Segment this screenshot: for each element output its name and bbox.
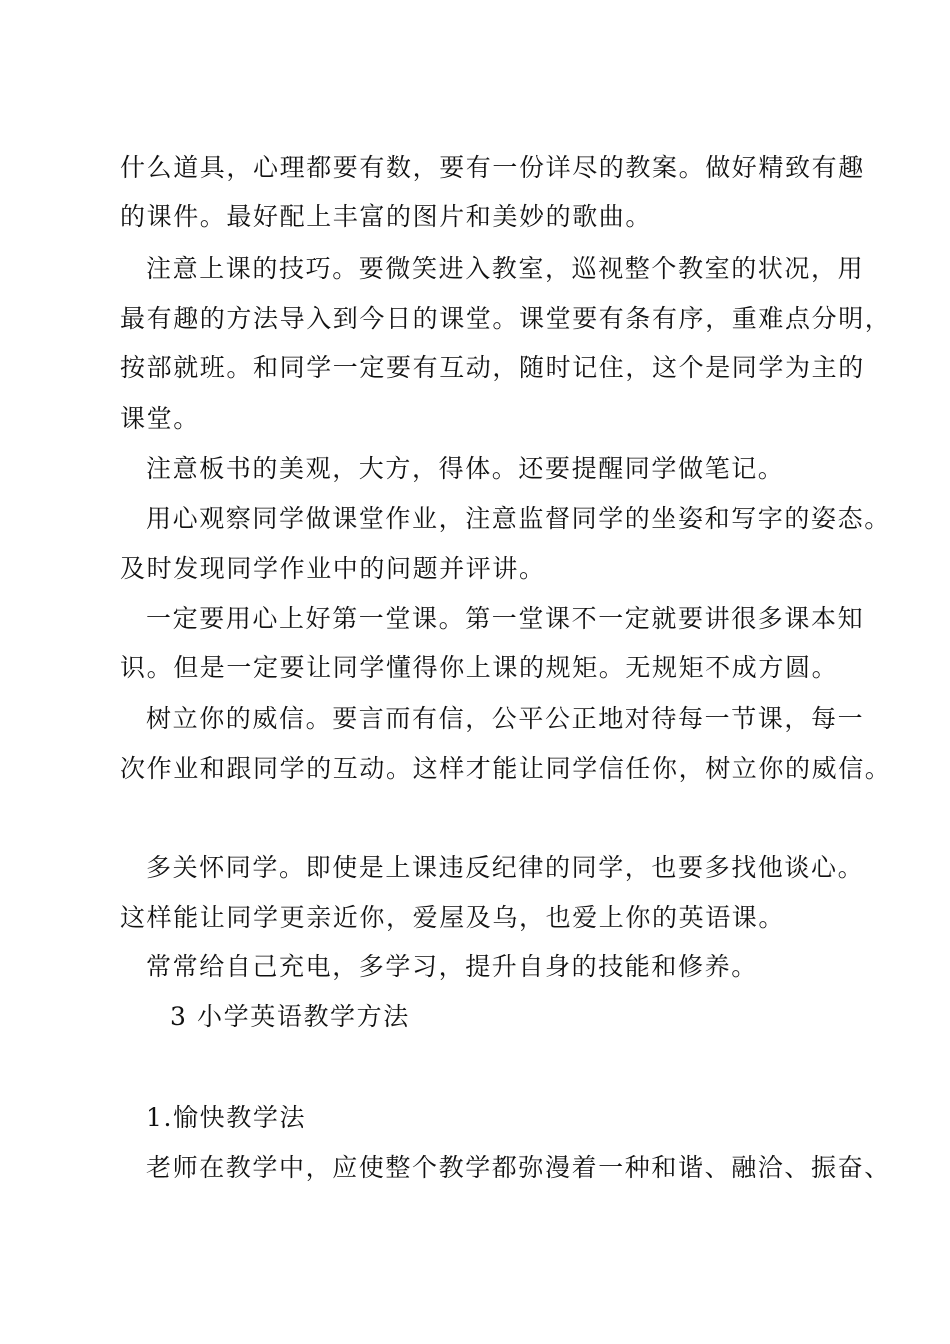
text-line: 树立你的威信。要言而有信，公平公正地对待每一节课，每一	[146, 704, 865, 733]
text-line: 次作业和跟同学的互动。这样才能让同学信任你，树立你的威信。	[120, 754, 892, 783]
text-line: 最有趣的方法导入到今日的课堂。课堂要有条有序，重难点分明，	[120, 304, 892, 333]
text-line: 多关怀同学。即使是上课违反纪律的同学，也要多找他谈心。	[146, 853, 865, 882]
text-line: 注意上课的技巧。要微笑进入教室，巡视整个教室的状况，用	[146, 254, 865, 283]
text-line: 什么道具，心理都要有数，要有一份详尽的教案。做好精致有趣	[120, 153, 865, 182]
text-line: 按部就班。和同学一定要有互动，随时记住，这个是同学为主的	[120, 353, 865, 382]
subsection-heading: 1.愉快教学法	[146, 1103, 307, 1132]
text-line: 的课件。最好配上丰富的图片和美妙的歌曲。	[120, 202, 653, 231]
text-line: 及时发现同学作业中的问题并评讲。	[120, 554, 546, 583]
text-line: 课堂。	[120, 404, 200, 433]
text-line: 注意板书的美观，大方，得体。还要提醒同学做笔记。	[146, 454, 785, 483]
text-line: 用心观察同学做课堂作业，注意监督同学的坐姿和写字的姿态。	[146, 504, 891, 533]
text-line: 识。但是一定要让同学懂得你上课的规矩。无规矩不成方圆。	[120, 653, 839, 682]
text-line: 一定要用心上好第一堂课。第一堂课不一定就要讲很多课本知	[146, 604, 865, 633]
text-line: 老师在教学中，应使整个教学都弥漫着一种和谐、融洽、振奋、	[146, 1153, 891, 1182]
section-heading: 3 小学英语教学方法	[170, 1002, 410, 1031]
text-line: 这样能让同学更亲近你，爱屋及乌，也爱上你的英语课。	[120, 903, 786, 932]
text-line: 常常给自己充电，多学习，提升自身的技能和修养。	[146, 952, 758, 981]
